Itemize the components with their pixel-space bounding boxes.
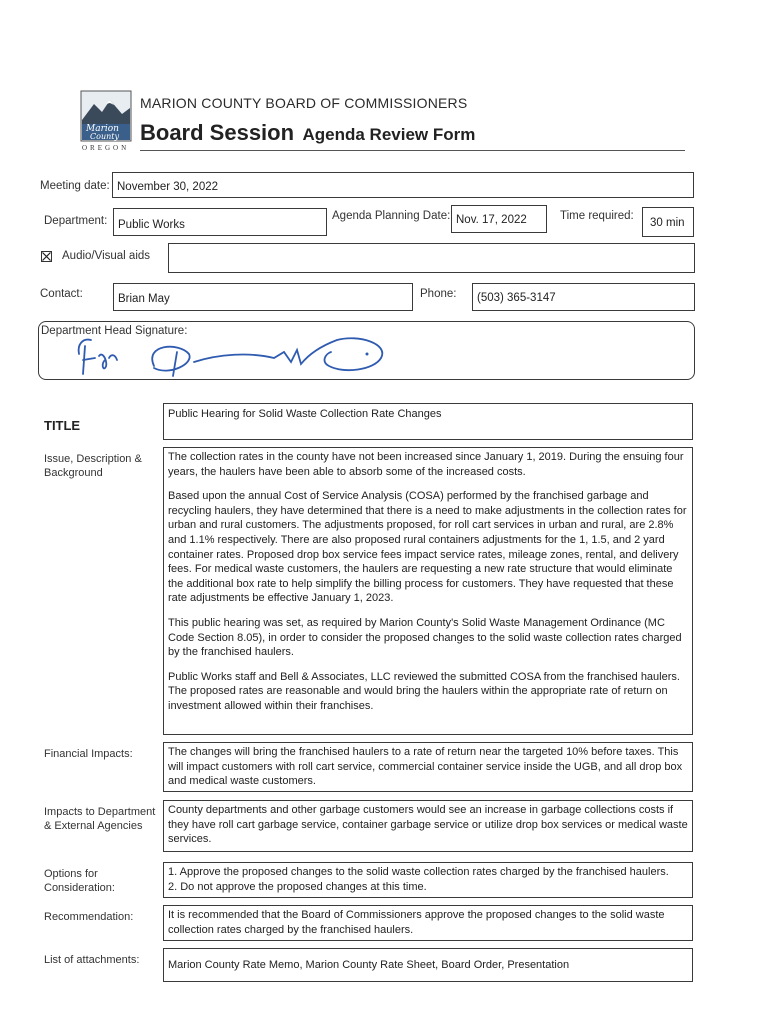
title-value: Public Hearing for Solid Waste Collection Rate Changes xyxy=(168,408,442,420)
logo-text-marion: Marion xyxy=(86,124,119,134)
financial-label: Financial Impacts: xyxy=(44,748,133,760)
recommendation-text: It is recommended that the Board of Commissioners approve the proposed changes to the solid waste collection rates charged by the franchised haulers. xyxy=(168,909,665,936)
title-label: TITLE xyxy=(44,418,81,433)
financial-field[interactable] xyxy=(163,742,693,792)
form-title-bold: Board Session xyxy=(140,120,295,145)
attachments-text: Marion County Rate Memo, Marion County Rate Sheet, Board Order, Presentation xyxy=(168,959,570,971)
county-logo xyxy=(80,90,134,146)
options-label: Options for Consideration: xyxy=(44,868,115,894)
issue-paragraph: The collection rates in the county have not been increased since January 1, 2019. During the ensuing four years, the haulers have been able to absorb some of the increased costs. xyxy=(168,451,684,478)
board-name: MARION COUNTY BOARD OF COMMISSIONERS xyxy=(140,95,468,111)
time-required-value: 30 min xyxy=(650,217,685,229)
av-checkbox[interactable] xyxy=(41,251,52,262)
signature-box[interactable] xyxy=(38,321,695,380)
signature-handwriting-icon xyxy=(59,324,389,382)
impacts-field[interactable] xyxy=(163,800,693,852)
options-field[interactable] xyxy=(163,862,693,898)
phone-value: (503) 365-3147 xyxy=(477,292,556,304)
av-label: Audio/Visual aids xyxy=(62,250,151,262)
issue-paragraph: Public Works staff and Bell & Associates, LLC reviewed the submitted COSA from the franchised haulers. The proposed rates are reasonable and would bring the haulers within the appropriate rate of return on investment allowed within their franchises. xyxy=(168,670,680,712)
logo-text-county: County xyxy=(90,132,119,141)
form-title xyxy=(140,120,475,146)
agenda-planning-label: Agenda Planning Date: xyxy=(332,210,451,222)
phone-label: Phone: xyxy=(420,288,457,300)
issue-label: Issue, Description & Background xyxy=(44,453,142,479)
option-item: 1. Approve the proposed changes to the solid waste collection rates charged by the franchised haulers. xyxy=(168,866,669,878)
recommendation-label: Recommendation: xyxy=(44,911,134,923)
issue-text xyxy=(164,448,692,716)
contact-value: Brian May xyxy=(118,293,170,305)
signature-label: Department Head Signature: xyxy=(41,325,188,337)
impacts-label: Impacts to Department & External Agencies xyxy=(44,806,156,832)
meeting-date-label: Meeting date: xyxy=(40,180,110,192)
title-field[interactable] xyxy=(163,403,693,440)
department-field[interactable] xyxy=(113,208,327,236)
contact-field[interactable] xyxy=(113,283,413,311)
agenda-planning-field[interactable] xyxy=(451,205,547,233)
issue-paragraph: Based upon the annual Cost of Service Analysis (COSA) performed by the franchised garbage and recycling haulers, they have determined that there is a need to make adjustments in the collection rates for urban and rural customers. The adjustments proposed, for roll cart services in urban and rural, are 2.8% and 1.1% respectively. There are also proposed rural containers adjustments for the 1, 1.5, and 2 yard container rates. Proposed drop box service fees impact service rates, mileage zones, rental, and delivery fees. For medical waste customers, the haulers are requesting a new rate structure that would eliminate the additional box rate to help simplify the billing process for customers. They have requested that these rate adjustments be effective January 1, 2023. xyxy=(168,490,687,605)
meeting-date-value: November 30, 2022 xyxy=(117,181,219,193)
attachments-field[interactable] xyxy=(163,948,693,982)
phone-field[interactable] xyxy=(472,283,695,311)
form-title-rest: Agenda Review Form xyxy=(302,125,476,144)
av-field[interactable] xyxy=(168,243,695,273)
recommendation-field[interactable] xyxy=(163,905,693,941)
impacts-text: County departments and other garbage customers would see an increase in garbage collections costs if they have roll cart garbage service, container garbage service or utilize drop box services or medical waste services. xyxy=(168,804,688,846)
issue-paragraph: This public hearing was set, as required by Marion County's Solid Waste Management Ordinance (MC Code Section 8.05), in order to consider the proposed changes to the solid waste collection rates charged by the franchised haulers. xyxy=(168,616,682,659)
option-item: 2. Do not approve the proposed changes at this time. xyxy=(168,880,427,893)
time-required-label: Time required: xyxy=(560,210,634,222)
logo-state: OREGON xyxy=(82,144,130,152)
department-value: Public Works xyxy=(118,219,185,231)
header-rule xyxy=(140,150,685,151)
agenda-planning-value: Nov. 17, 2022 xyxy=(456,214,527,226)
attachments-label: List of attachments: xyxy=(44,954,140,966)
options-text xyxy=(164,863,692,896)
time-required-field[interactable] xyxy=(642,207,694,237)
contact-label: Contact: xyxy=(40,288,83,300)
department-label: Department: xyxy=(44,215,108,227)
checkmark-x-icon xyxy=(42,252,51,261)
financial-text: The changes will bring the franchised haulers to a rate of return near the targeted 10% before taxes. This will impact customers with roll cart service, commercial container service inside the UGB, and all drop box and medical waste customers. xyxy=(168,746,683,788)
issue-field[interactable] xyxy=(163,447,693,735)
meeting-date-field[interactable] xyxy=(112,172,694,198)
